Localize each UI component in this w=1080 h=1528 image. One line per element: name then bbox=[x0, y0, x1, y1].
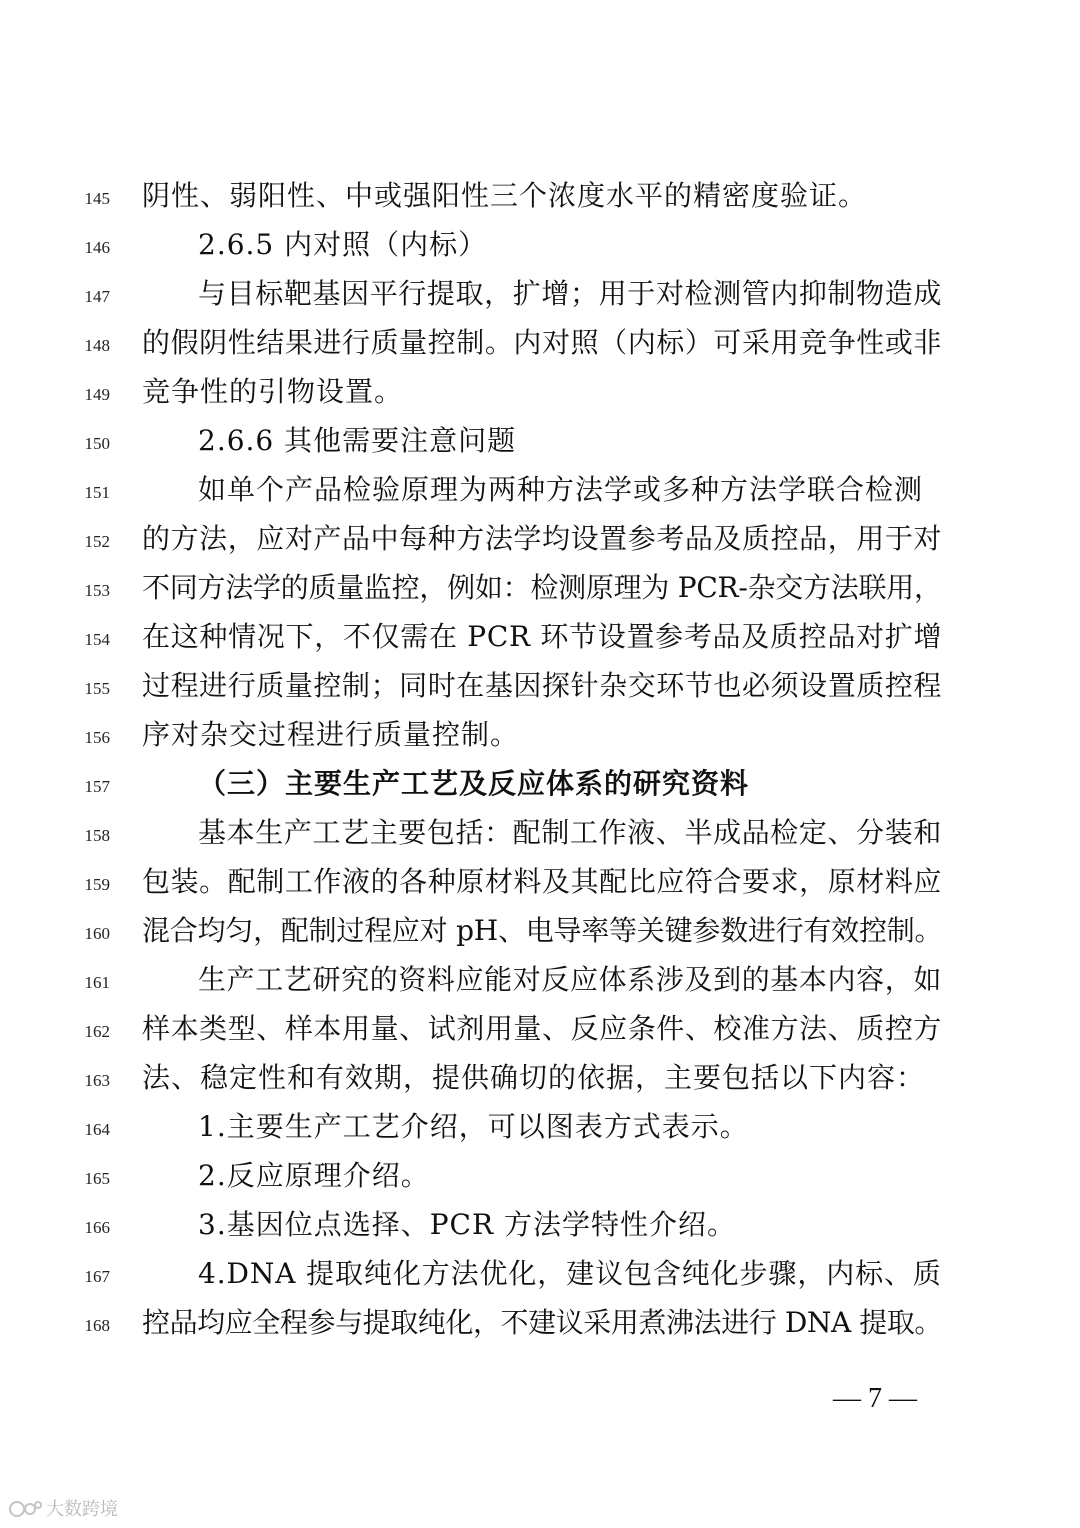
document-line bbox=[0, 318, 1080, 367]
document-line bbox=[0, 1200, 1080, 1249]
line-number: 160 bbox=[84, 924, 110, 943]
line-number: 159 bbox=[84, 875, 110, 894]
line-text: 法、稳定性和有效期，提供确切的依据，主要包括以下内容： bbox=[142, 1061, 926, 1094]
line-text: 1.主要生产工艺介绍，可以图表方式表示。 bbox=[198, 1110, 749, 1143]
document-line bbox=[0, 612, 1080, 661]
line-number: 148 bbox=[84, 336, 110, 355]
line-text: 基本生产工艺主要包括：配制工作液、半成品检定、分装和 bbox=[198, 816, 943, 849]
line-number: 162 bbox=[84, 1022, 110, 1041]
document-line bbox=[0, 955, 1080, 1004]
line-text: 4.DNA 提取纯化方法优化，建议包含纯化步骤，内标、质 bbox=[198, 1257, 942, 1290]
line-number: 151 bbox=[84, 483, 110, 502]
line-number: 158 bbox=[84, 826, 110, 845]
document-line bbox=[0, 1298, 1080, 1347]
document-line bbox=[0, 1004, 1080, 1053]
line-number: 152 bbox=[84, 532, 110, 551]
line-number: 147 bbox=[84, 287, 110, 306]
line-text: 2.6.6 其他需要注意问题 bbox=[198, 424, 517, 457]
line-text: 包装。配制工作液的各种原材料及其配比应符合要求，原材料应 bbox=[142, 865, 943, 898]
line-text: 过程进行质量控制；同时在基因探针杂交环节也必须设置质控程 bbox=[142, 669, 943, 702]
line-text: 生产工艺研究的资料应能对反应体系涉及到的基本内容，如 bbox=[198, 963, 943, 996]
line-number: 146 bbox=[84, 238, 110, 257]
line-number: 153 bbox=[84, 581, 110, 600]
document-line bbox=[0, 857, 1080, 906]
line-text: 竞争性的引物设置。 bbox=[142, 375, 404, 408]
document-line bbox=[0, 1102, 1080, 1151]
document-line bbox=[0, 220, 1080, 269]
line-text: 2.反应原理介绍。 bbox=[198, 1159, 430, 1192]
document-line bbox=[0, 661, 1080, 710]
line-text: 与目标靶基因平行提取，扩增；用于对检测管内抑制物造成 bbox=[198, 277, 943, 310]
line-number: 163 bbox=[84, 1071, 110, 1090]
document-line bbox=[0, 759, 1080, 808]
document-line bbox=[0, 1053, 1080, 1102]
line-text: 控品均应全程参与提取纯化，不建议采用煮沸法进行 DNA 提取。 bbox=[142, 1306, 942, 1339]
document-line bbox=[0, 465, 1080, 514]
line-text: 3.基因位点选择、PCR 方法学特性介绍。 bbox=[198, 1208, 736, 1241]
document-line bbox=[0, 1151, 1080, 1200]
document-line bbox=[0, 563, 1080, 612]
watermark-logo-icon bbox=[8, 1497, 42, 1519]
line-text: 的假阴性结果进行质量控制。内对照（内标）可采用竞争性或非 bbox=[142, 326, 943, 359]
line-text: 序对杂交过程进行质量控制。 bbox=[142, 718, 520, 751]
watermark-text: 大数跨境 bbox=[46, 1499, 118, 1520]
line-text: 的方法，应对产品中每种方法学均设置参考品及质控品，用于对 bbox=[142, 522, 943, 555]
document-line bbox=[0, 416, 1080, 465]
line-text: 混合均匀，配制过程应对 pH、电导率等关键参数进行有效控制。 bbox=[142, 914, 943, 947]
line-text: 2.6.5 内对照（内标） bbox=[198, 228, 488, 261]
line-number: 149 bbox=[84, 385, 110, 404]
line-number: 157 bbox=[84, 777, 110, 796]
page-number: — 7 — bbox=[833, 1383, 917, 1414]
document-line bbox=[0, 171, 1080, 220]
line-text: 不同方法学的质量监控，例如：检测原理为 PCR-杂交方法联用， bbox=[142, 571, 942, 604]
line-number: 155 bbox=[84, 679, 110, 698]
line-text: 在这种情况下，不仅需在 PCR 环节设置参考品及质控品对扩增 bbox=[142, 620, 943, 653]
line-number: 164 bbox=[84, 1120, 110, 1139]
line-number: 167 bbox=[84, 1267, 110, 1286]
section-heading: （三）主要生产工艺及反应体系的研究资料 bbox=[198, 767, 750, 800]
document-line bbox=[0, 808, 1080, 857]
line-number: 165 bbox=[84, 1169, 110, 1188]
line-text: 样本类型、样本用量、试剂用量、反应条件、校准方法、质控方 bbox=[142, 1012, 943, 1045]
line-text: 如单个产品检验原理为两种方法学或多种方法学联合检测 bbox=[198, 473, 924, 506]
document-line bbox=[0, 1249, 1080, 1298]
line-number: 168 bbox=[84, 1316, 110, 1335]
line-number: 156 bbox=[84, 728, 110, 747]
line-number: 154 bbox=[84, 630, 110, 649]
document-line bbox=[0, 367, 1080, 416]
document-line bbox=[0, 269, 1080, 318]
line-text: 阴性、弱阳性、中或强阳性三个浓度水平的精密度验证。 bbox=[142, 179, 868, 212]
document-line bbox=[0, 906, 1080, 955]
line-number: 145 bbox=[84, 189, 110, 208]
document-line bbox=[0, 710, 1080, 759]
document-line bbox=[0, 514, 1080, 563]
watermark bbox=[8, 1494, 118, 1522]
line-number: 166 bbox=[84, 1218, 110, 1237]
line-number: 150 bbox=[84, 434, 110, 453]
line-number: 161 bbox=[84, 973, 110, 992]
